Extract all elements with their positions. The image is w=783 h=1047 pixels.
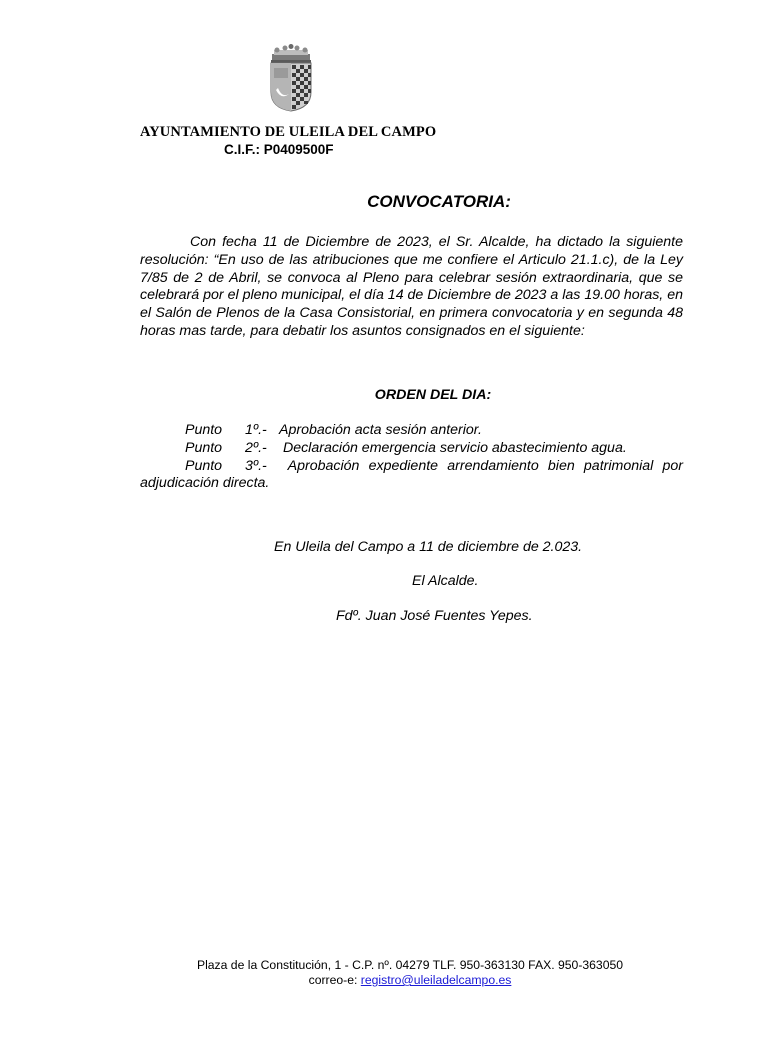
signature-line: Fdº. Juan José Fuentes Yepes. — [336, 608, 533, 624]
footer-email-label: correo-e: — [308, 973, 361, 987]
agenda-item — [140, 458, 683, 494]
agenda-item-text: Declaración emergencia servicio abastecimiento agua. — [279, 439, 627, 456]
email-link[interactable]: registro@uleiladelcampo.es — [360, 973, 512, 987]
agenda-list — [140, 422, 683, 493]
coat-of-arms-icon — [268, 44, 314, 112]
resolution-text: Con fecha 11 de Diciembre de 2023, el Sr. Alcalde, ha dictado la siguiente resolución: “En uso de las atribuciones que me confiere el Articulo 21.1.c), de la Ley 7/85 de 2 de Abril, se convoca al Pleno para celebrar sesión extraordinaria, que se celebrará por el pleno municipal, el día 14 de Diciembre de 2023 a las 19.00 horas, en el Salón de Plenos de la Casa Consistorial, en primera convocatoria y en segunda 48 horas mas tarde, para debatir los asuntos consignados en el siguiente: — [140, 234, 683, 339]
organization-name: AYUNTAMIENTO DE ULEILA DEL CAMPO — [140, 124, 437, 140]
agenda-item — [140, 440, 683, 458]
agenda-heading: ORDEN DEL DIA: — [374, 387, 492, 403]
agenda-item-label: Punto — [185, 439, 223, 456]
agenda-item-number: 1º.- — [245, 422, 267, 438]
footer-address: Plaza de la Constitución, 1 - C.P. nº. 04279 TLF. 950-363130 FAX. 950-363050 — [196, 958, 624, 972]
document-title: CONVOCATORIA: — [367, 192, 511, 211]
agenda-item-label: Punto — [185, 422, 223, 438]
cif-number: C.I.F.: P0409500F — [224, 142, 334, 157]
agenda-item-text: Aprobación acta sesión anterior. — [279, 422, 482, 438]
signatory-role: El Alcalde. — [412, 573, 479, 589]
resolution-paragraph — [140, 234, 683, 341]
agenda-item-text: Aprobación expediente arrendamiento bien patrimonial por adjudicación directa. — [140, 457, 683, 492]
agenda-item-number: 3º.- — [245, 457, 267, 474]
place-and-date: En Uleila del Campo a 11 de diciembre de 2.023. — [274, 539, 583, 555]
agenda-item — [140, 422, 683, 440]
agenda-item-number: 2º.- — [245, 439, 267, 456]
agenda-item-label: Punto — [185, 457, 223, 474]
footer-email-line — [100, 973, 720, 988]
